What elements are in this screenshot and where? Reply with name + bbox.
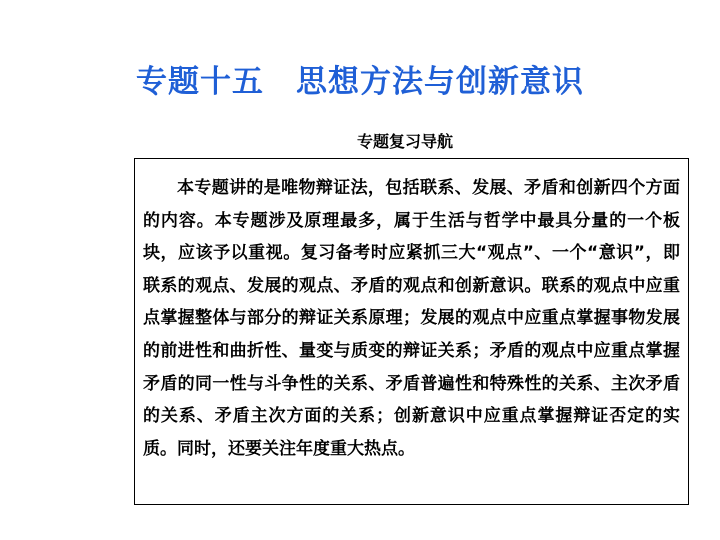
content-box: [134, 158, 689, 505]
body-paragraph: 本专题讲的是唯物辩证法，包括联系、发展、矛盾和创新四个方面的内容。本专题涉及原理最多，属于生活与哲学中最具分量的一个板块，应该予以重视。复习备考时应紧抓三大“观点”、一个“意识”，即联系的观点、发展的观点、矛盾的观点和创新意识。联系的观点中应重点掌握整体与部分的辩证关系原理；发展的观点中应重点掌握事物发展的前进性和曲折性、量变与质变的辩证关系；矛盾的观点中应重点掌握矛盾的同一性与斗争性的关系、矛盾普遍性和特殊性的关系、主次矛盾的关系、矛盾主次方面的关系；创新意识中应重点掌握辩证否定的实质。同时，还要关注年度重大热点。: [143, 178, 680, 459]
slide-title: 专题十五 思想方法与创新意识: [136, 64, 584, 100]
section-heading: 专题复习导航: [356, 132, 453, 151]
